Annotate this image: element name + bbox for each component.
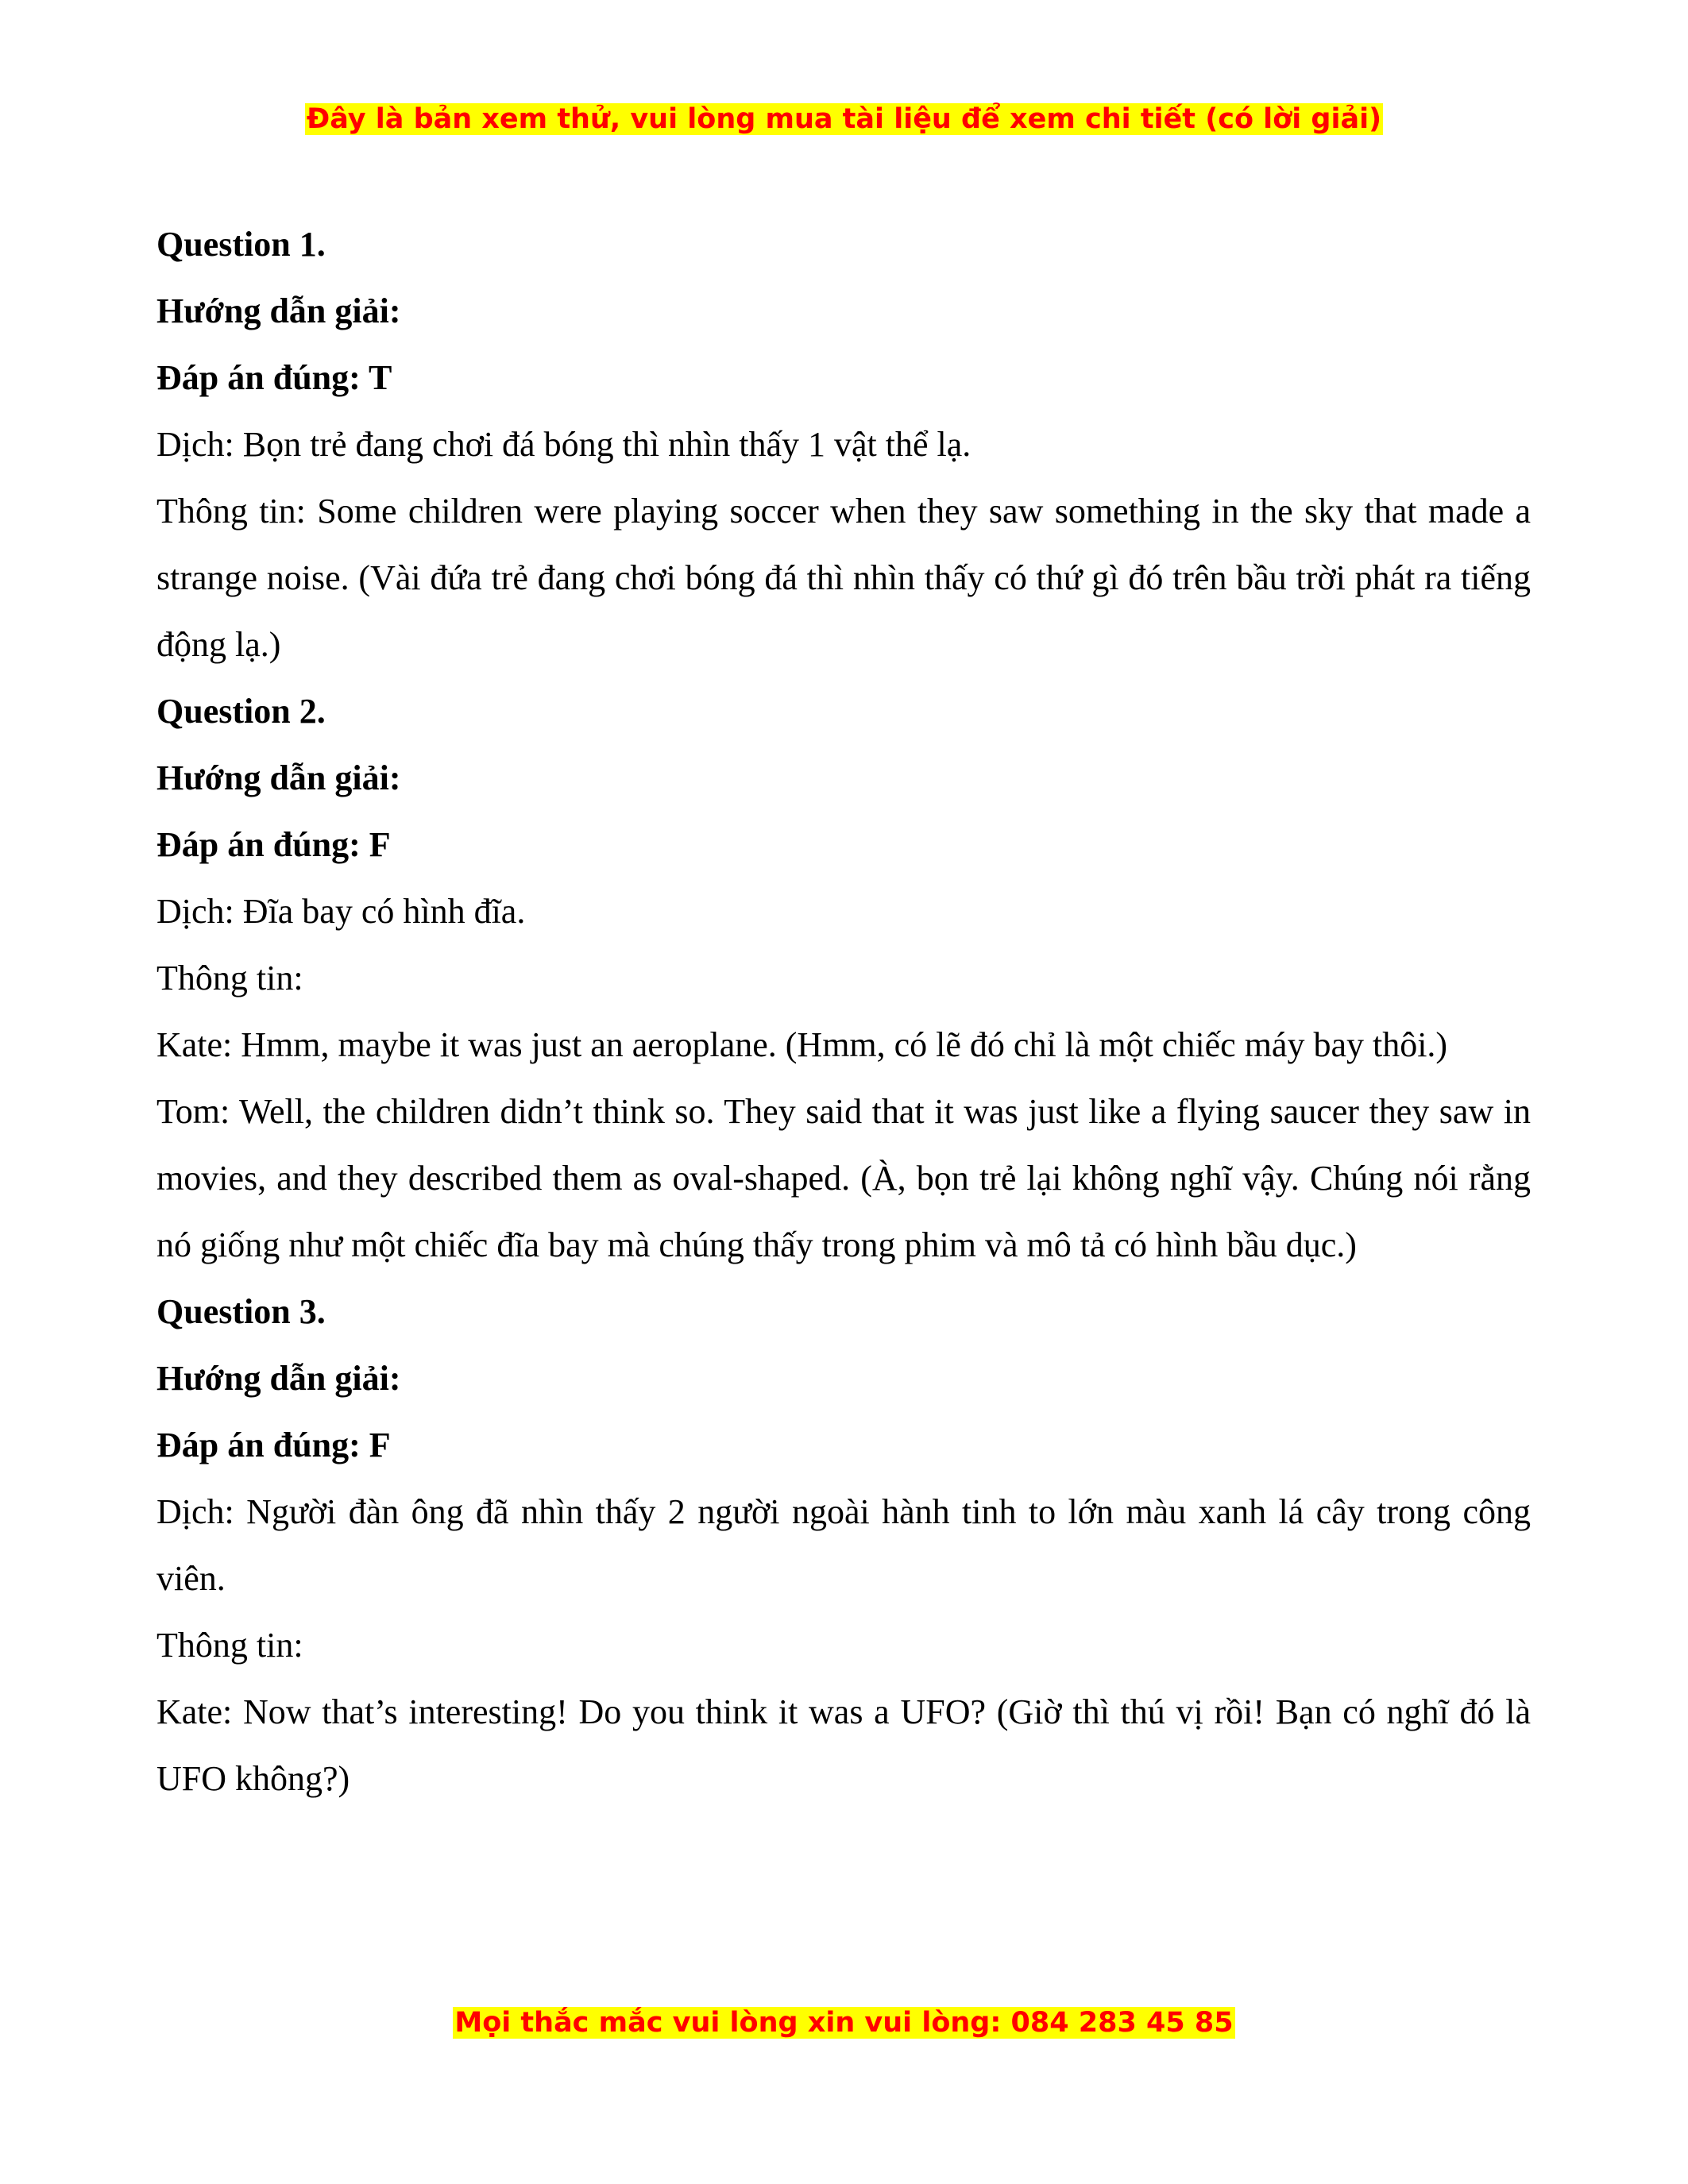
preview-notice-text: Đây là bản xem thử, vui lòng mua tài liệu để xem chi tiết (có lời giải) bbox=[306, 103, 1382, 135]
question-1-translation: Dịch: Bọn trẻ đang chơi đá bóng thì nhìn thấy 1 vật thể lạ. bbox=[156, 425, 971, 464]
question-2-title: Question 2. bbox=[156, 692, 326, 731]
question-2-answer: Đáp án đúng: F bbox=[156, 825, 391, 864]
question-3-title: Question 3. bbox=[156, 1292, 326, 1331]
question-3-info-label: Thông tin: bbox=[156, 1626, 303, 1665]
question-3-answer: Đáp án đúng: F bbox=[156, 1426, 391, 1464]
document-body bbox=[156, 211, 1531, 1812]
question-2-kate-line: Kate: Hmm, maybe it was just an aeroplane. (Hmm, có lẽ đó chỉ là một chiếc máy bay thôi.) bbox=[156, 1025, 1448, 1064]
question-2-translation: Dịch: Đĩa bay có hình đĩa. bbox=[156, 892, 526, 931]
preview-notice-banner bbox=[0, 102, 1688, 137]
question-1-title: Question 1. bbox=[156, 225, 326, 264]
question-1-guide-heading: Hướng dẫn giải: bbox=[156, 291, 401, 330]
question-3-translation: Dịch: Người đàn ông đã nhìn thấy 2 người ngoài hành tinh to lớn màu xanh lá cây trong công viên. bbox=[156, 1492, 1531, 1598]
question-1-answer: Đáp án đúng: T bbox=[156, 358, 392, 397]
question-2-info-label: Thông tin: bbox=[156, 959, 303, 997]
question-3-guide-heading: Hướng dẫn giải: bbox=[156, 1359, 401, 1398]
contact-text: Mọi thắc mắc vui lòng xin vui lòng: 084 283 45 85 bbox=[454, 2007, 1234, 2039]
question-2-guide-heading: Hướng dẫn giải: bbox=[156, 758, 401, 797]
question-1-info: Thông tin: Some children were playing soccer when they saw something in the sky that made a strange noise. (Vài đứa trẻ đang chơi bóng đá thì nhìn thấy có thứ gì đó trên bầu trời phát ra tiếng động lạ.) bbox=[156, 492, 1531, 664]
question-3-kate-line: Kate: Now that’s interesting! Do you think it was a UFO? (Giờ thì thú vị rồi! Bạn có nghĩ đó là UFO không?) bbox=[156, 1692, 1531, 1798]
question-2-tom-line: Tom: Well, the children didn’t think so. They said that it was just like a flying saucer they saw in movies, and they described them as oval-shaped. (À, bọn trẻ lại không nghĩ vậy. Chúng nói rằng nó giống như một chiếc đĩa bay mà chúng thấy trong phim và mô tả có hình bầu dục.) bbox=[156, 1092, 1531, 1264]
contact-banner bbox=[0, 2005, 1688, 2040]
